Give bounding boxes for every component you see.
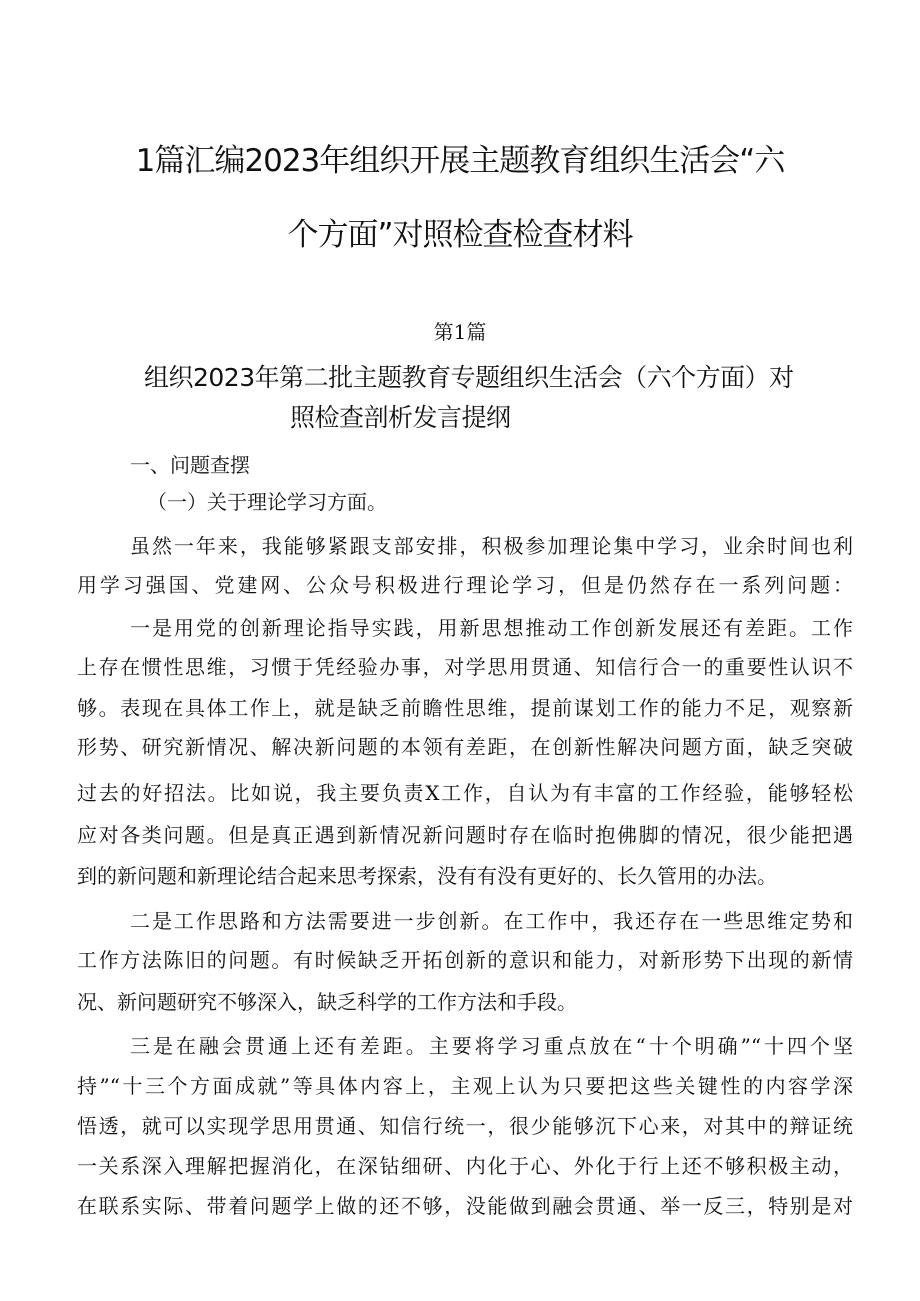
paragraph-line: 工作方法陈旧的问题。有时候缺乏开拓创新的意识和能力，对新形势下出现的新情 — [77, 948, 853, 972]
paragraph-line: 一关系深入理解把握消化，在深钻细研、内化于心、外化于行上还不够积极主动， — [77, 1154, 853, 1178]
paragraph-line: 一是用党的创新理论指导实践，用新思想推动工作创新发展还有差距。工作 — [130, 616, 853, 640]
paragraph-line: 用学习强国、党建网、公众号积极进行理论学习，但是仍然存在一系列问题： — [77, 573, 853, 597]
paragraph-line: 三是在融会贯通上还有差距。主要将学习重点放在“十个明确”“十四个坚 — [130, 1034, 853, 1058]
paragraph-line: 二是工作思路和方法需要进一步创新。在工作中，我还存在一些思维定势和 — [130, 909, 853, 933]
paragraph-line: 过去的好招法。比如说，我主要负责X工作，自认为有丰富的工作经验，能够轻松 — [77, 781, 853, 805]
heading-theory-study: （一）关于理论学习方面。 — [147, 490, 387, 514]
document-title-line-2: 个方面”对照检查检查材料 — [287, 217, 633, 253]
subtitle-line-1: 组织2023年第二批主题教育专题组织生活会（六个方面）对 — [144, 363, 794, 392]
heading-problems: 一、问题查摆 — [130, 453, 250, 477]
paragraph-line: 持”“十三个方面成就”等具体内容上，主观上认为只要把这些关键性的内容学深 — [77, 1074, 853, 1098]
document-title-line-1: 1篇汇编2023年组织开展主题教育组织生活会“六 — [135, 143, 785, 179]
paragraph-line: 况、新问题研究不够深入，缺乏科学的工作方法和手段。 — [77, 990, 577, 1014]
section-label: 第1篇 — [433, 320, 487, 344]
paragraph-line: 形势、研究新情况、解决新问题的本领有差距，在创新性解决问题方面，缺乏突破 — [77, 735, 853, 759]
paragraph-line: 够。表现在具体工作上，就是缺乏前瞻性思维，提前谋划工作的能力不足，观察新 — [77, 696, 853, 720]
subtitle-line-2: 照检查剖析发言提纲 — [290, 403, 511, 432]
paragraph-line: 在联系实际、带着问题学上做的还不够，没能做到融会贯通、举一反三，特别是对 — [77, 1194, 853, 1218]
paragraph-line: 应对各类问题。但是真正遇到新情况新问题时存在临时抱佛脚的情况，很少能把遇 — [77, 823, 853, 847]
paragraph-line: 到的新问题和新理论结合起来思考探索，没有有没有更好的、长久管用的办法。 — [77, 864, 777, 888]
paragraph-line: 悟透，就可以实现学思用贯通、知信行统一，很少能够沉下心来，对其中的辩证统 — [77, 1114, 853, 1138]
paragraph-line: 虽然一年来，我能够紧跟支部安排，积极参加理论集中学习，业余时间也利 — [130, 534, 853, 558]
paragraph-line: 上存在惯性思维，习惯于凭经验办事，对学思用贯通、知信行合一的重要性认识不 — [77, 655, 853, 679]
